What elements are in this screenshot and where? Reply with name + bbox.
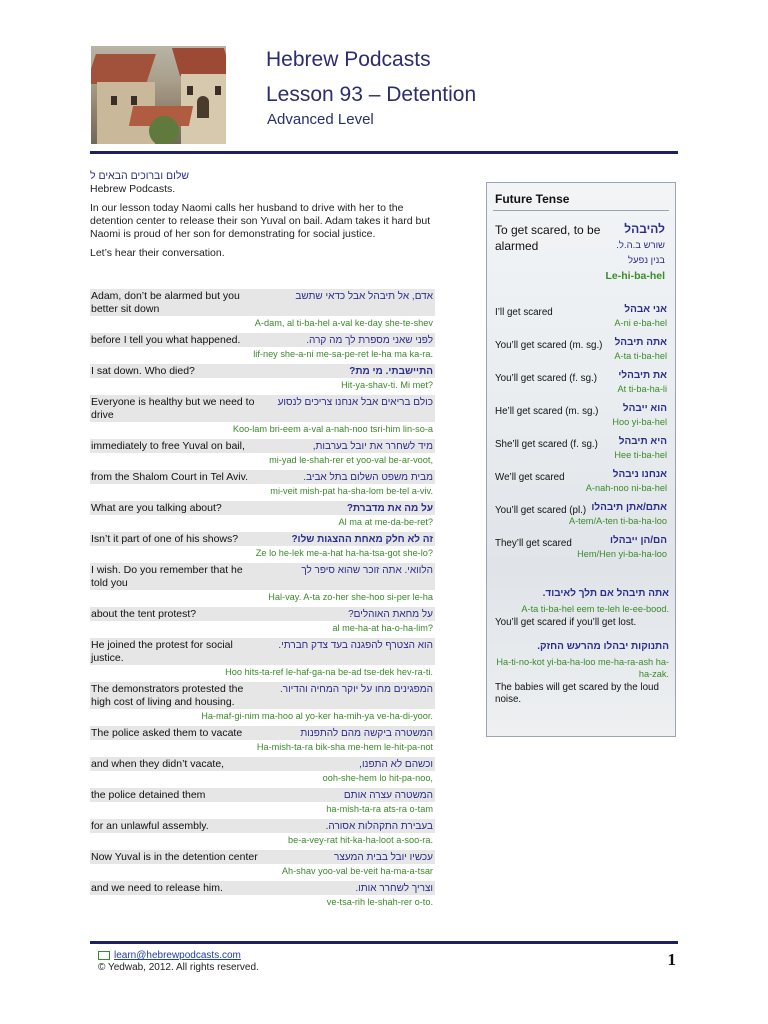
dialog-english: and when they didn’t vacate, <box>91 758 225 770</box>
dialog-english: Everyone is healthy but we need to drive <box>91 396 255 421</box>
conjugation-transliteration: Hoo yi-ba-hel <box>612 417 667 427</box>
dialog-english: He joined the protest for social justice. <box>91 639 233 664</box>
dialog-english: and we need to release him. <box>91 882 223 894</box>
dialog-row <box>90 607 435 621</box>
intro-section <box>90 170 435 266</box>
conjugation-english: You’ll get scared (f. sg.) <box>495 373 598 384</box>
dialog-transliteration: be-a-vey-rat hit-ka-ha-loot a-soo-ra. <box>90 833 435 848</box>
verb-binyan: בנין נפעל <box>627 255 665 266</box>
dialog-hebrew: זה לא חלק מאחת ההצגות שלו? <box>291 534 433 545</box>
example-2 <box>495 641 669 706</box>
dialog-transliteration: Hal-vay. A-ta zo-her she-hoo si-per le-ha <box>90 590 435 605</box>
conjugation-transliteration: At ti-ba-ha-li <box>617 384 667 394</box>
conjugation-transliteration: Hem/Hen yi-ba-ha-loo <box>577 549 667 559</box>
verb-english: To get scared, to be alarmed <box>495 223 601 253</box>
dialog-english: immediately to free Yuval on bail, <box>91 440 245 452</box>
dialog-hebrew: הוא הצטרף להפגנה בעד צדק חברתי. <box>278 640 433 651</box>
dialog-transliteration: ve-tsa-rih le-shah-rer o-to. <box>90 895 435 910</box>
dialog-hebrew: אדם, אל תיבהל אבל כדאי שתשב <box>295 291 433 302</box>
verb-transliteration: Le-hi-ba-hel <box>605 270 665 282</box>
conjugation-hebrew: אתה תיבהל <box>614 337 667 348</box>
footer-divider <box>90 941 678 944</box>
dialog-list <box>90 289 435 912</box>
dialog-row <box>90 850 435 864</box>
greeting-hebrew: שלום וברוכים הבאים ל <box>90 170 190 182</box>
dialog-transliteration: ooh-she-hem lo hit-pa-noo, <box>90 771 435 786</box>
dialog-row <box>90 819 435 833</box>
example-1-english: You’ll get scared if you’ll get lost. <box>495 617 637 628</box>
dialog-transliteration: Ha-maf-gi-nim ma-hoo al yo-ker ha-mih-ya ve-ha-di-yoor. <box>90 709 435 724</box>
dialog-english: I sat down. Who died? <box>91 365 195 377</box>
dialog-row <box>90 289 435 316</box>
dialog-row <box>90 726 435 740</box>
conjugation-english: We’ll get scared <box>495 472 565 483</box>
dialog-english: for an unlawful assembly. <box>91 820 209 832</box>
footer-email-link[interactable] <box>98 950 241 961</box>
greeting-english: Hebrew Podcasts. <box>90 183 176 195</box>
panel-divider <box>493 210 669 211</box>
conjugation-item <box>495 304 669 334</box>
conjugation-transliteration: Hee ti-ba-hel <box>614 450 667 460</box>
dialog-transliteration: Hit-ya-shav-ti. Mi met? <box>90 378 435 393</box>
dialog-hebrew: על מה את מדברת? <box>346 503 433 514</box>
dialog-row <box>90 501 435 515</box>
dialog-row <box>90 439 435 453</box>
conjugation-transliteration: A-ni e-ba-hel <box>614 318 667 328</box>
conjugation-item <box>495 403 669 433</box>
conjugation-item <box>495 535 669 565</box>
dialog-english: about the tent protest? <box>91 608 197 620</box>
mail-icon <box>98 951 110 960</box>
dialog-hebrew: מבית משפט השלום בתל אביב. <box>303 472 433 483</box>
conjugation-english: They’ll get scared <box>495 538 572 549</box>
dialog-transliteration: lif-ney she-a-ni me-sa-pe-ret le-ha ma ka-ra. <box>90 347 435 362</box>
dialog-row <box>90 395 435 422</box>
conjugation-english: He’ll get scared (m. sg.) <box>495 406 599 417</box>
intro-prompt: Let’s hear their conversation. <box>90 247 225 259</box>
intro-paragraph: In our lesson today Naomi calls her husband to drive with her to the detention center to release their son Yuval on bail. Adam takes it hard but Naomi is proud of her son for demonstrating for social justice. <box>90 202 431 240</box>
conjugation-english: You’ll get scared (m. sg.) <box>495 340 603 351</box>
conjugation-english: She’ll get scared (f. sg.) <box>495 439 598 450</box>
dialog-hebrew: בעבירת התקהלות אסורה. <box>325 821 433 832</box>
conjugation-english: You’ll get scared (pl.) <box>495 505 587 516</box>
header-divider <box>90 151 678 154</box>
example-2-hebrew: התנוקות יבהלו מהרעש החזק. <box>537 641 669 652</box>
example-2-english: The babies will get scared by the loud noise. <box>495 682 659 705</box>
dialog-english: What are you talking about? <box>91 502 222 514</box>
dialog-hebrew: עכשיו יובל בבית המעצר <box>334 852 433 863</box>
example-1-hebrew: אתה תיבהל אם תלך לאיבוד. <box>542 588 669 599</box>
dialog-row <box>90 788 435 802</box>
dialog-row <box>90 563 435 590</box>
dialog-hebrew: על מחאת האוהלים? <box>348 609 433 620</box>
conjugation-item <box>495 502 669 532</box>
dialog-transliteration: Al ma at me-da-be-ret? <box>90 515 435 530</box>
conjugation-hebrew: הוא ייבהל <box>622 403 667 414</box>
dialog-hebrew: המשטרה עצרה אותם <box>343 790 433 801</box>
dialog-hebrew: וצריך לשחרר אותו. <box>355 883 433 894</box>
dialog-hebrew: כולם בריאים אבל אנחנו צריכים לנסוע <box>277 397 433 408</box>
dialog-english: I wish. Do you remember that he told you <box>91 564 243 589</box>
dialog-transliteration: mi-yad le-shah-rer et yoo-val be-ar-voot, <box>90 453 435 468</box>
conjugation-transliteration: A-tem/A-ten ti-ba-ha-loo <box>568 516 667 526</box>
dialog-english: before I tell you what happened. <box>91 334 241 346</box>
dialog-transliteration: mi-veit mish-pat ha-sha-lom be-tel a-viv. <box>90 484 435 499</box>
verb-root: שורש ב.ה.ל. <box>616 240 665 251</box>
dialog-row <box>90 881 435 895</box>
example-1-transliteration: A-ta ti-ba-hel eem te-leh le-ee-bood. <box>521 604 669 614</box>
dialog-row <box>90 682 435 709</box>
dialog-english: Isn’t it part of one of his shows? <box>91 533 239 545</box>
conjugation-transliteration: A-ta ti-ba-hel <box>614 351 667 361</box>
dialog-transliteration: ha-mish-ta-ra ats-ra o-tam <box>90 802 435 817</box>
dialog-hebrew: המשטרה ביקשה מהם להתפנות <box>300 728 433 739</box>
email-text[interactable]: learn@hebrewpodcasts.com <box>114 950 241 961</box>
dialog-hebrew: התיישבתי. מי מת? <box>349 366 433 377</box>
conjugation-hebrew: הם/הן ייבהלו <box>609 535 667 546</box>
dialog-hebrew: לפני שאני מספרת לך מה קרה. <box>306 335 433 346</box>
example-2-transliteration: Ha-ti-no-kot yi-ba-ha-loo me-ha-ra-ash ha-ha-zak. <box>496 657 669 679</box>
dialog-transliteration: Hoo hits-ta-ref le-haf-ga-na be-ad tse-dek hev-ra-ti. <box>90 665 435 680</box>
dialog-transliteration: Koo-lam bri-eem a-val a-nah-noo tsri-him lin-so-a <box>90 422 435 437</box>
level-label: Advanced Level <box>267 111 374 128</box>
dialog-row <box>90 364 435 378</box>
dialog-transliteration: Ah-shav yoo-val be-veit ha-ma-a-tsar <box>90 864 435 879</box>
conjugation-item <box>495 370 669 400</box>
dialog-english: from the Shalom Court in Tel Aviv. <box>91 471 248 483</box>
dialog-transliteration: Ze lo he-lek me-a-hat ha-ha-tsa-got she-lo? <box>90 546 435 561</box>
dialog-row <box>90 333 435 347</box>
page-number: 1 <box>667 950 676 969</box>
dialog-hebrew: הלוואי. אתה זוכר שהוא סיפר לך <box>301 565 433 576</box>
dialog-english: The police asked them to vacate <box>91 727 243 739</box>
site-title: Hebrew Podcasts <box>266 48 431 71</box>
dialog-row <box>90 532 435 546</box>
dialog-transliteration: Ha-mish-ta-ra bik-sha me-hem le-hit-pa-not <box>90 740 435 755</box>
conjugation-item <box>495 337 669 367</box>
conjugation-transliteration: A-nah-noo ni-ba-hel <box>585 483 667 493</box>
dialog-hebrew: וכשהם לא התפנו, <box>359 759 433 770</box>
conjugation-english: I’ll get scared <box>495 307 553 318</box>
dialog-row <box>90 757 435 771</box>
panel-heading: Future Tense <box>495 192 570 206</box>
lesson-title: Lesson 93 – Detention <box>266 83 477 106</box>
conjugation-hebrew: אני אבהל <box>624 304 667 315</box>
example-1 <box>495 588 669 629</box>
conjugation-hebrew: אנחנו ניבהל <box>612 469 667 480</box>
dialog-transliteration: al me-ha-at ha-o-ha-lim? <box>90 621 435 636</box>
dialog-hebrew: מיד לשחרר את יובל בערבות, <box>312 441 433 452</box>
conjugation-hebrew: היא תיבהל <box>618 436 667 447</box>
dialog-english: The demonstrators protested the high cost of living and housing. <box>91 683 244 708</box>
header-photo <box>91 46 226 144</box>
dialog-english: Now Yuval is in the detention center <box>91 851 258 863</box>
footer-copyright: © Yedwab, 2012. All rights reserved. <box>98 962 259 973</box>
dialog-row <box>90 470 435 484</box>
dialog-row <box>90 638 435 665</box>
dialog-hebrew: המפגינים מחו על יוקר המחיה והדיור. <box>279 684 433 695</box>
conjugation-hebrew: את תיבהלי <box>618 370 667 381</box>
dialog-english: the police detained them <box>91 789 206 801</box>
future-tense-panel <box>486 182 676 737</box>
dialog-english: Adam, don’t be alarmed but you better sit down <box>91 290 240 315</box>
verb-hebrew: להיבהל <box>624 222 665 236</box>
conjugation-item <box>495 469 669 499</box>
conjugation-item <box>495 436 669 466</box>
conjugation-hebrew: אתם/אתן תיבהלו <box>591 502 667 513</box>
dialog-transliteration: A-dam, al ti-ba-hel a-val ke-day she-te-shev <box>90 316 435 331</box>
